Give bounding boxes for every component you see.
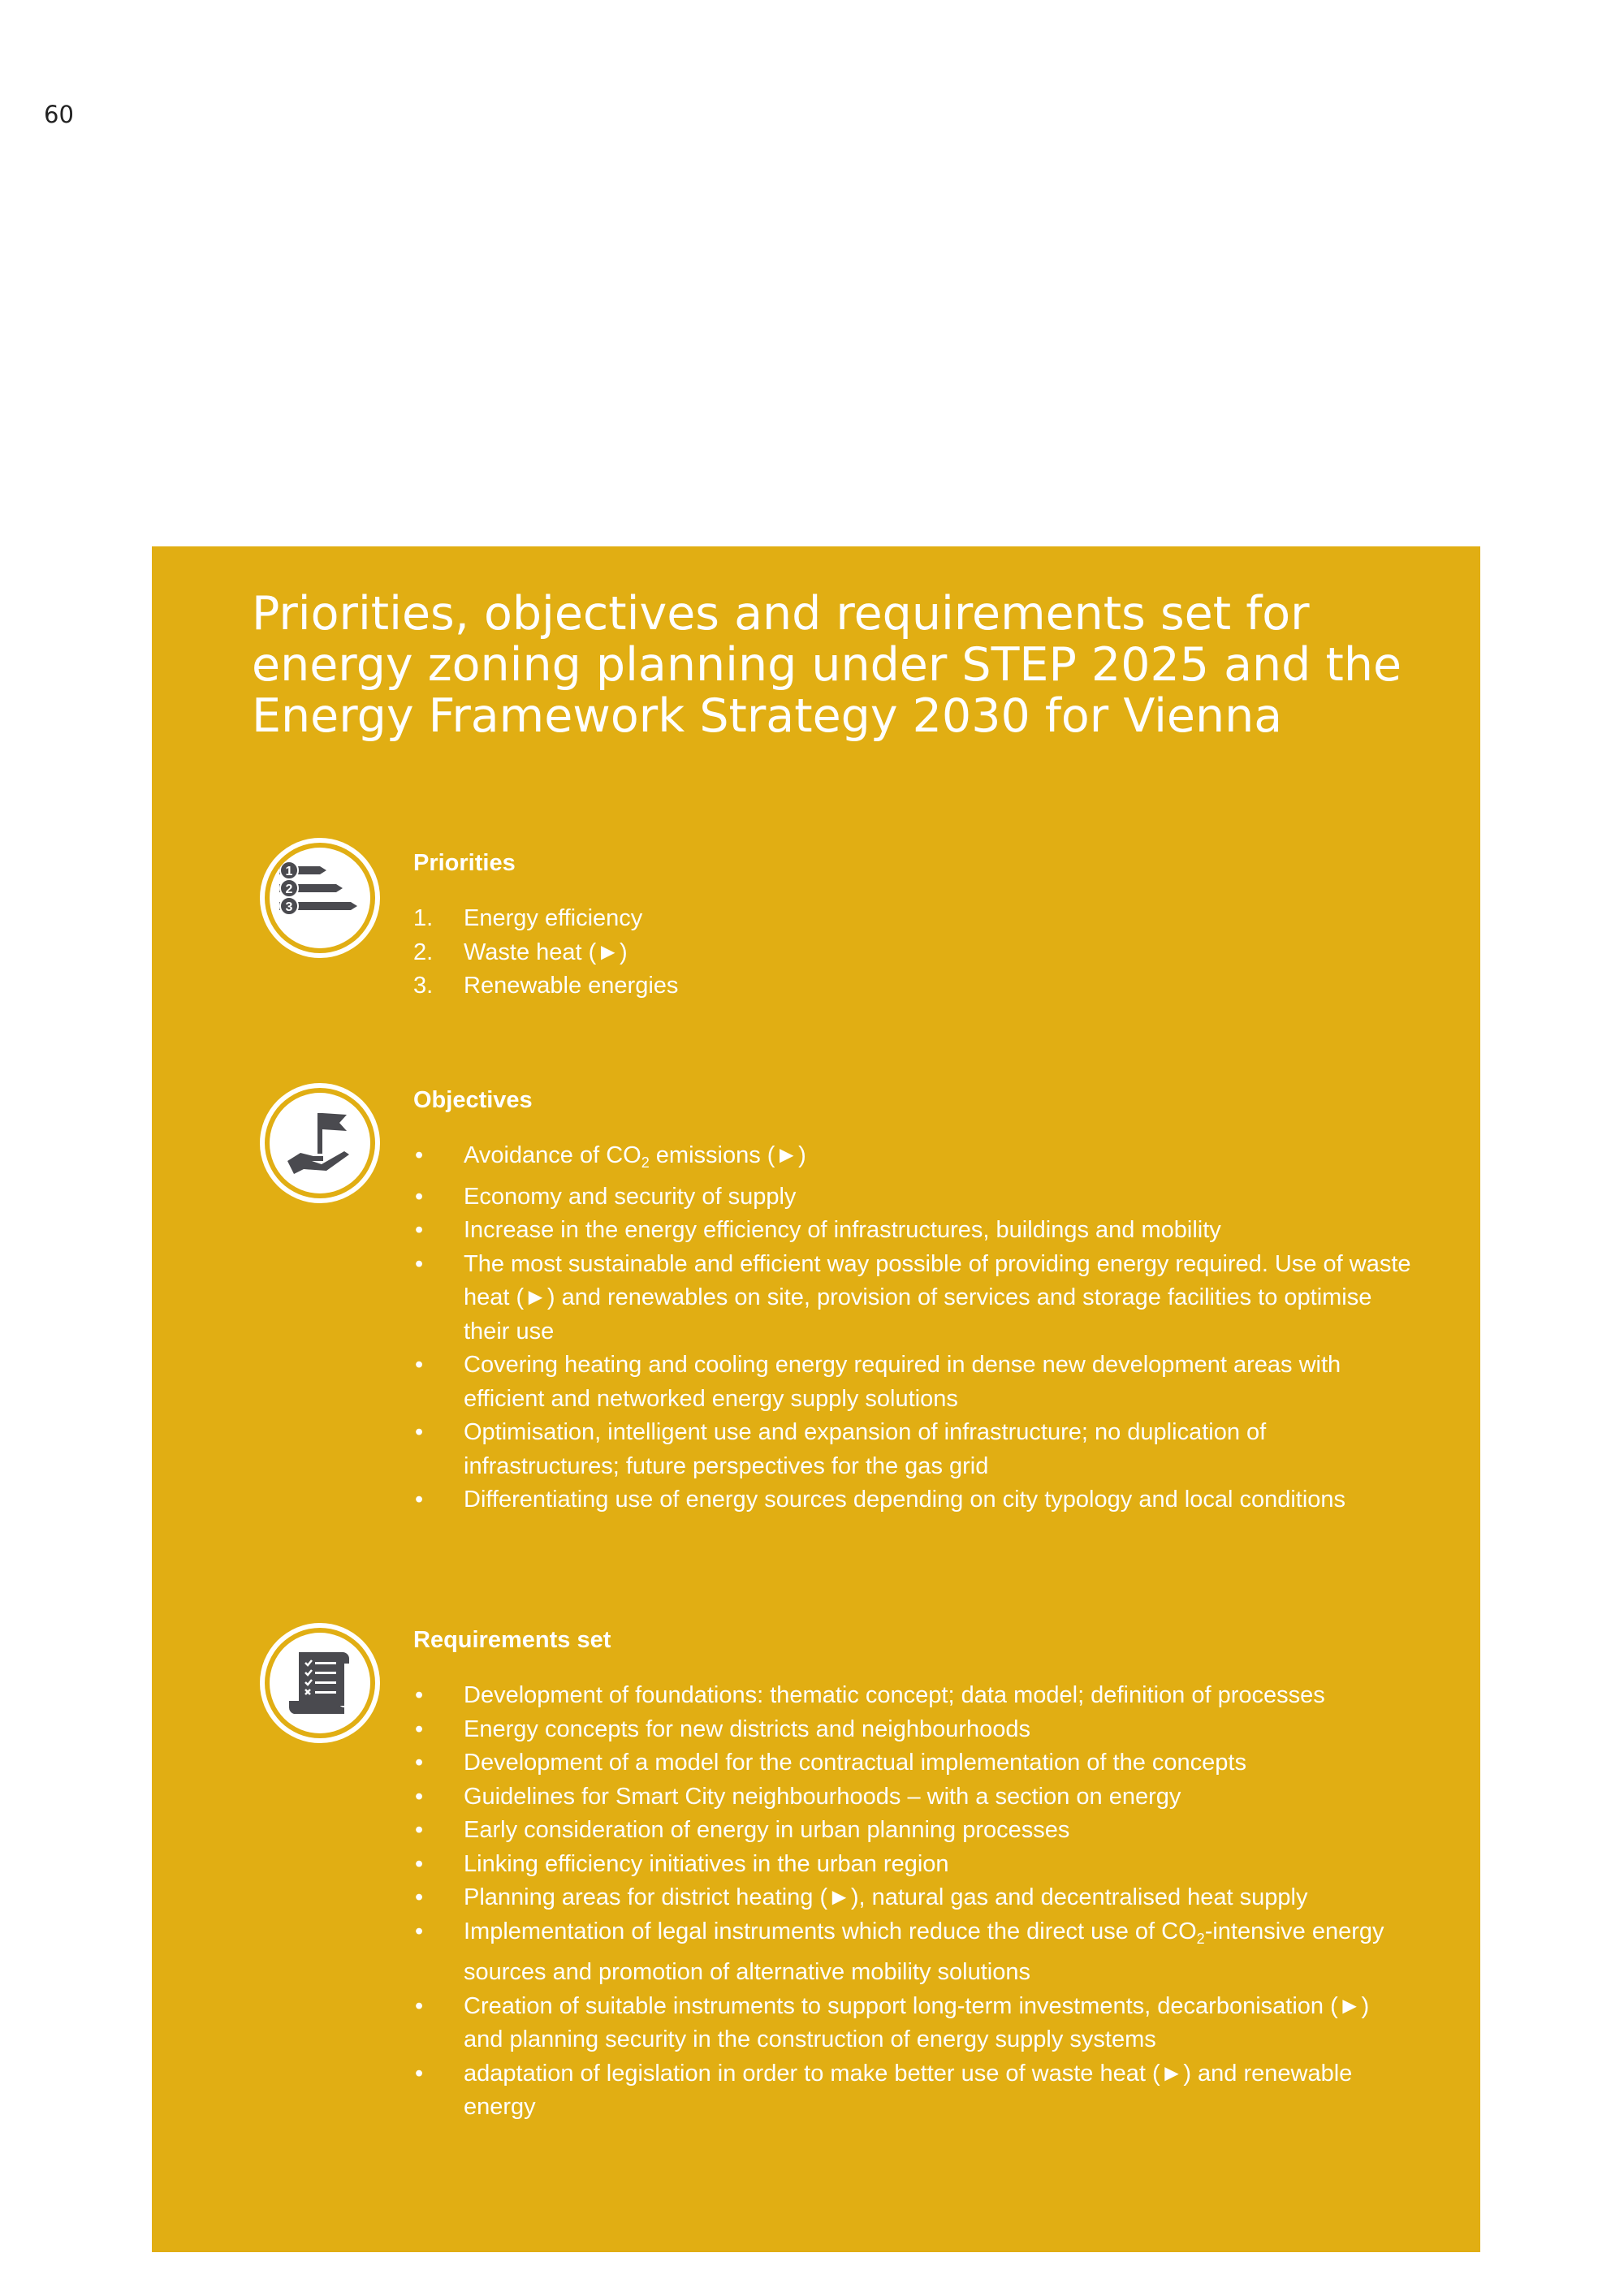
hand-flag-icon — [260, 1083, 380, 1203]
panel-title: Priorities, objectives and requirements set for energy zoning planning under STEP 2025 and the Energy Framework Strategy 2030 for Vienna — [252, 587, 1402, 743]
objectives-heading: Objectives — [413, 1087, 533, 1113]
list-item: • Early consideration of energy in urban planning processes — [415, 1817, 1070, 1843]
rank-number-3: 3 — [285, 900, 293, 914]
objectives-list — [413, 1139, 1412, 1517]
list-item: • adaptation of legislation in order to make better use of waste heat (►) and renewable energy — [415, 2060, 1353, 2120]
priorities-list — [413, 902, 1412, 1003]
checklist-scroll-icon — [260, 1623, 380, 1743]
list-item: • Planning areas for district heating (►), natural gas and decentralised heat supply — [415, 1884, 1308, 1910]
priorities-heading: Priorities — [413, 850, 516, 876]
list-item: • Energy concepts for new districts and neighbourhoods — [415, 1716, 1031, 1742]
ranked-list-icon — [260, 838, 380, 958]
list-item: • Linking efficiency initiatives in the urban region — [415, 1850, 949, 1877]
list-item: • Development of a model for the contractual implementation of the concepts — [415, 1750, 1246, 1776]
list-item: • Implementation of legal instruments which reduce the direct use of $CO_2$-intensive energy sources and promotion of alternative mobility solutions — [415, 1918, 1384, 1985]
list-item: • Covering heating and cooling energy required in dense new development areas with efficient and networked energy supply solutions — [415, 1352, 1341, 1412]
list-item: • Increase in the energy efficiency of infrastructures, buildings and mobility — [415, 1217, 1221, 1243]
list-item: • Development of foundations: thematic concept; data model; definition of processes — [415, 1682, 1325, 1708]
list-item: • Creation of suitable instruments to support long-term investments, decarbonisation (►) and planning security in the construction of energy supply systems — [415, 1992, 1370, 2052]
info-panel — [152, 546, 1480, 2252]
list-item: • Economy and security of supply — [415, 1183, 797, 1210]
page-number: 60 — [44, 101, 74, 128]
requirements-heading: Requirements set — [413, 1627, 611, 1653]
requirements-list — [413, 1679, 1412, 2125]
rank-number-2: 2 — [285, 883, 293, 896]
list-item: 2. Waste heat (►) — [413, 939, 628, 965]
list-item: • Differentiating use of energy sources depending on city typology and local conditions — [415, 1487, 1346, 1513]
list-item: 3. Renewable energies — [413, 973, 679, 999]
list-item: • Optimisation, intelligent use and expansion of infrastructure; no duplication of infrastructures; future perspectives for the gas grid — [415, 1419, 1267, 1479]
list-item: • Guidelines for Smart City neighbourhoods – with a section on energy — [415, 1783, 1181, 1810]
list-item: • Avoidance of $CO_2$ emissions (►) — [415, 1142, 806, 1171]
list-item: 1. Energy efficiency — [413, 905, 643, 931]
rank-number-1: 1 — [285, 865, 293, 878]
list-item: • The most sustainable and efficient way possible of providing energy required. Use of waste heat (►) and renewables on site, provision of services and storage facilities to optimise their use — [415, 1250, 1411, 1344]
